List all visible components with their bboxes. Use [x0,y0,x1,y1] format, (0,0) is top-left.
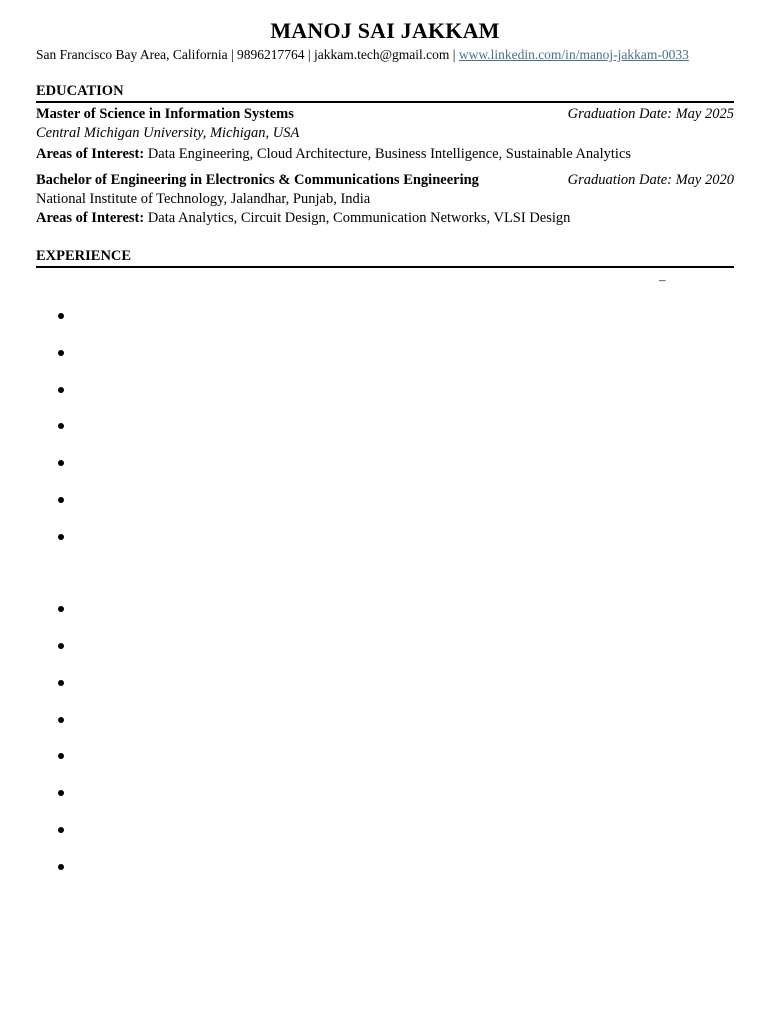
degree-title: Master of Science in Information Systems [36,106,294,122]
resume-page [36,0,734,1024]
interest-list: Data Analytics, Circuit Design, Communication Networks, VLSI Design [144,210,571,226]
school-name: National Institute of Technology, Jalandhar, Punjab, India [36,191,371,207]
bullet-point [58,460,66,468]
bullet-point [58,753,66,761]
bullet-point [58,680,66,688]
school-name: Central Michigan University, Michigan, USA [36,125,300,141]
bullet-point [58,717,66,725]
bullet-point [58,313,66,321]
education-heading: EDUCATION [36,83,734,103]
interest-list: Data Engineering, Cloud Architecture, Business Intelligence, Sustainable Analytics [144,146,632,162]
dash-mark: – [659,272,666,287]
linkedin-link[interactable]: www.linkedin.com/in/manoj-jakkam-0033 [458,47,689,62]
interest-label: Areas of Interest: [36,146,145,162]
bullet-point [58,643,66,651]
bullet-point [58,534,66,542]
bullet-point [58,387,66,395]
bullet-point [58,864,66,872]
bullet-point [58,423,66,431]
graduation-date: Graduation Date: May 2020 [567,172,734,188]
bullet-point [58,790,66,798]
bullet-point [58,350,66,358]
bullet-point [58,606,66,614]
bullet-point [58,827,66,835]
degree-title: Bachelor of Engineering in Electronics & Communications Engineering [36,172,479,188]
bullet-point [58,497,66,505]
contact-details: San Francisco Bay Area, California | 9896217764 | jakkam.tech@gmail.com | [36,47,459,62]
candidate-name: MANOJ SAI JAKKAM [270,18,500,43]
graduation-date: Graduation Date: May 2025 [567,106,734,122]
experience-heading: EXPERIENCE [36,248,734,268]
interest-label: Areas of Interest: [36,210,145,226]
experience-bullets [36,0,734,1024]
